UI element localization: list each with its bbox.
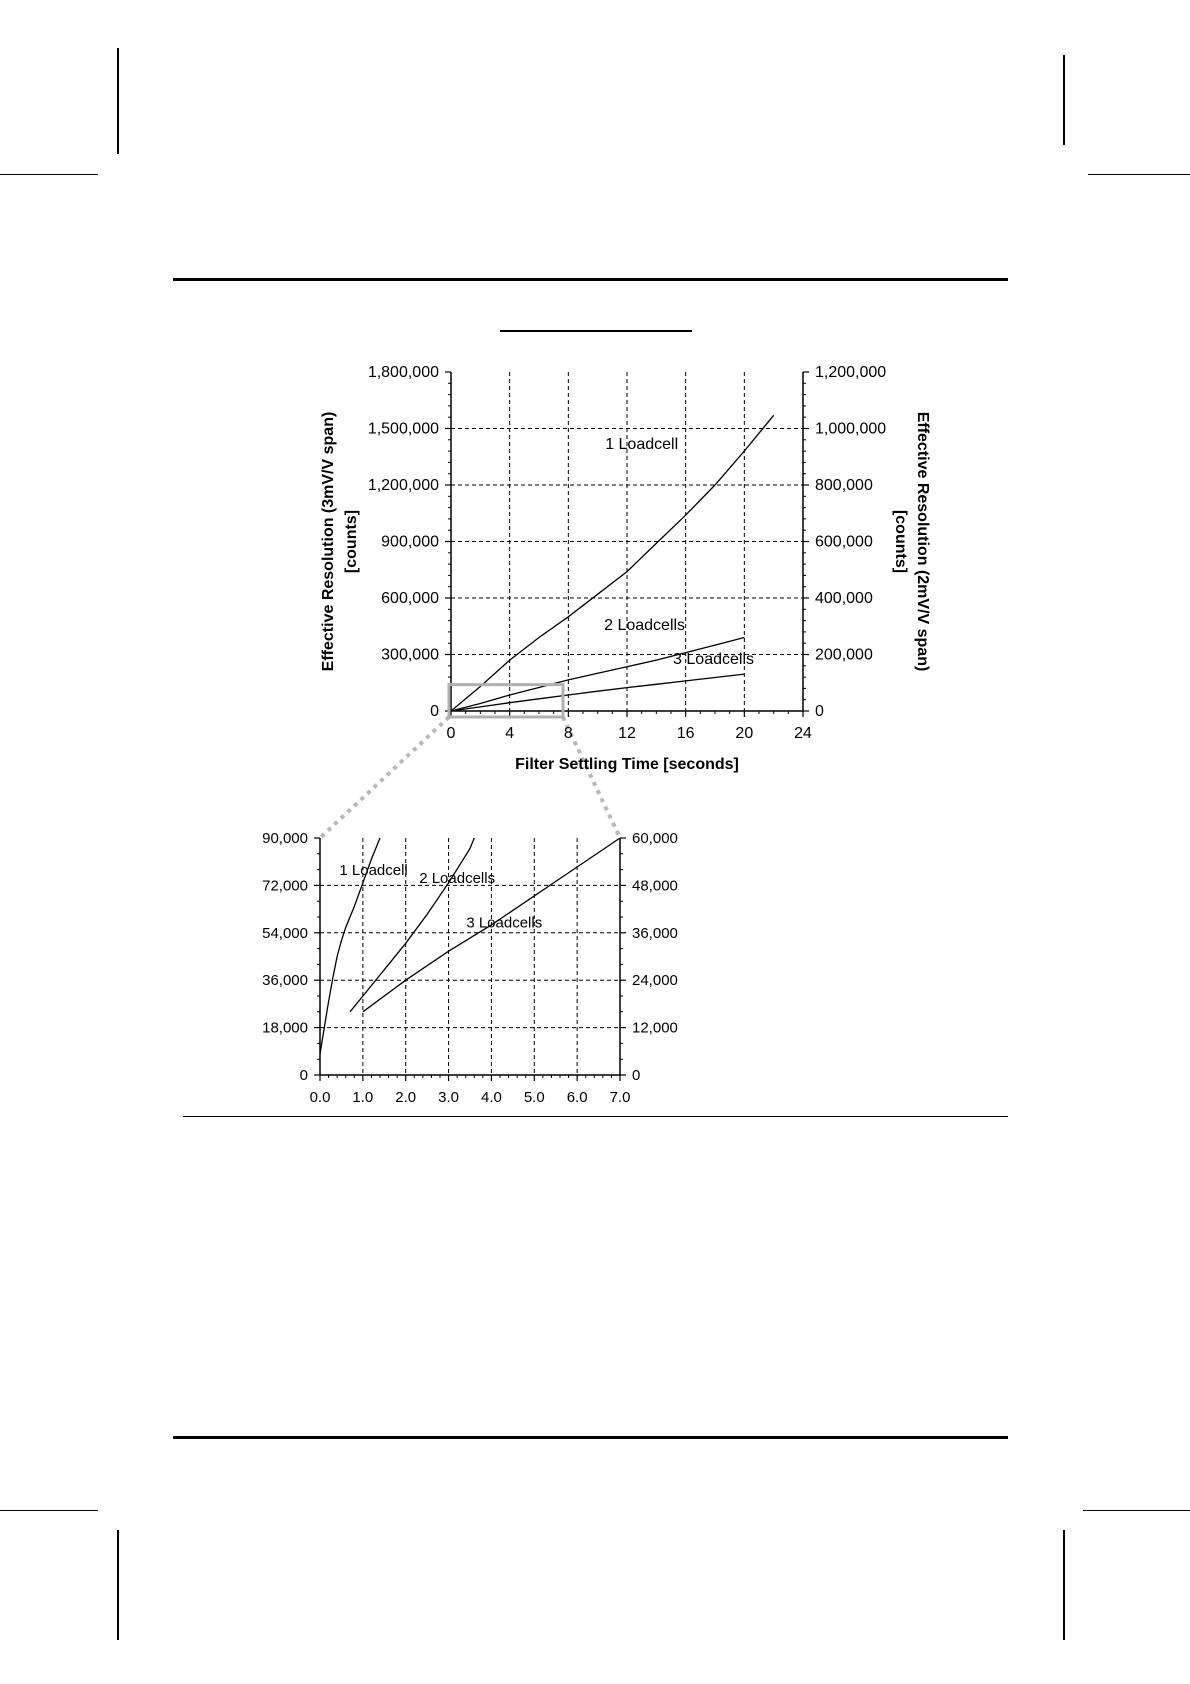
y-right-tick-label: 24,000 <box>632 972 678 990</box>
x-tick-label: 0.0 <box>309 1089 331 1106</box>
y-left-tick-label: 600,000 <box>381 590 439 607</box>
zoom-connector-left <box>320 717 449 838</box>
x-axis-title: Filter Settling Time [seconds] <box>515 756 739 773</box>
zoom-connectors <box>320 717 620 838</box>
x-tick-label: 0 <box>446 725 456 742</box>
x-tick-label: 6.0 <box>566 1089 588 1106</box>
y-right-tick-label: 60,000 <box>632 830 678 847</box>
y-right-tick-label: 200,000 <box>815 646 873 664</box>
y-left-tick-label: 1,500,000 <box>367 420 439 438</box>
y-right-tick-label: 1,200,000 <box>815 364 887 381</box>
y-right-tick-label: 12,000 <box>632 1019 678 1037</box>
y-right-title-line1: Effective Resolution (2mV/V span) <box>914 411 931 672</box>
y-right-tick-label: 400,000 <box>815 590 873 607</box>
series-label-2: 2 Loadcells <box>604 617 686 635</box>
y-left-tick-label: 900,000 <box>381 533 439 551</box>
x-tick-label: 7.0 <box>609 1089 631 1106</box>
y-right-tick-label: 0 <box>815 703 824 720</box>
series-label-3: 3 Loadcells <box>673 650 755 668</box>
y-right-tick-label: 1,000,000 <box>815 420 887 438</box>
x-tick-label: 4.0 <box>480 1089 502 1106</box>
inset-chart <box>262 830 678 1106</box>
series-label-2: 2 Loadcells <box>419 869 496 887</box>
x-tick-label: 24 <box>794 725 812 742</box>
y-right-tick-label: 600,000 <box>815 533 873 551</box>
series-line-3 <box>451 674 744 711</box>
y-left-title-line2: [counts] <box>343 509 360 574</box>
y-left-tick-label: 18,000 <box>262 1019 308 1037</box>
y-left-tick-label: 1,200,000 <box>367 477 439 494</box>
y-left-tick-label: 54,000 <box>262 924 308 942</box>
x-tick-label: 8 <box>563 725 573 742</box>
series-label-3: 3 Loadcells <box>466 914 543 932</box>
y-left-tick-label: 0 <box>299 1067 308 1084</box>
y-right-title-line2: [counts] <box>892 509 909 574</box>
y-left-title-line1: Effective Resolution (3mV/V span) <box>320 411 337 672</box>
series-label-1: 1 Loadcell <box>605 436 679 454</box>
y-left-tick-label: 300,000 <box>381 646 439 664</box>
x-tick-label: 4 <box>505 725 515 742</box>
x-tick-label: 12 <box>618 725 636 742</box>
x-tick-label: 2.0 <box>395 1089 417 1106</box>
x-tick-label: 5.0 <box>523 1089 545 1106</box>
y-left-tick-label: 0 <box>430 703 439 720</box>
main-chart <box>320 364 931 773</box>
x-tick-label: 3.0 <box>438 1089 460 1106</box>
x-tick-label: 20 <box>735 725 754 742</box>
y-left-tick-label: 72,000 <box>262 877 308 895</box>
y-left-tick-label: 90,000 <box>262 830 308 847</box>
series-line-2 <box>451 638 744 712</box>
y-left-tick-label: 36,000 <box>262 972 308 990</box>
x-tick-label: 16 <box>676 725 695 742</box>
y-right-tick-label: 0 <box>632 1067 641 1084</box>
y-right-tick-label: 48,000 <box>632 877 678 895</box>
x-tick-label: 1.0 <box>352 1089 374 1106</box>
series-label-1: 1 Loadcell <box>339 861 408 879</box>
y-right-tick-label: 36,000 <box>632 924 678 942</box>
y-left-tick-label: 1,800,000 <box>367 364 439 381</box>
y-right-tick-label: 800,000 <box>815 477 873 494</box>
